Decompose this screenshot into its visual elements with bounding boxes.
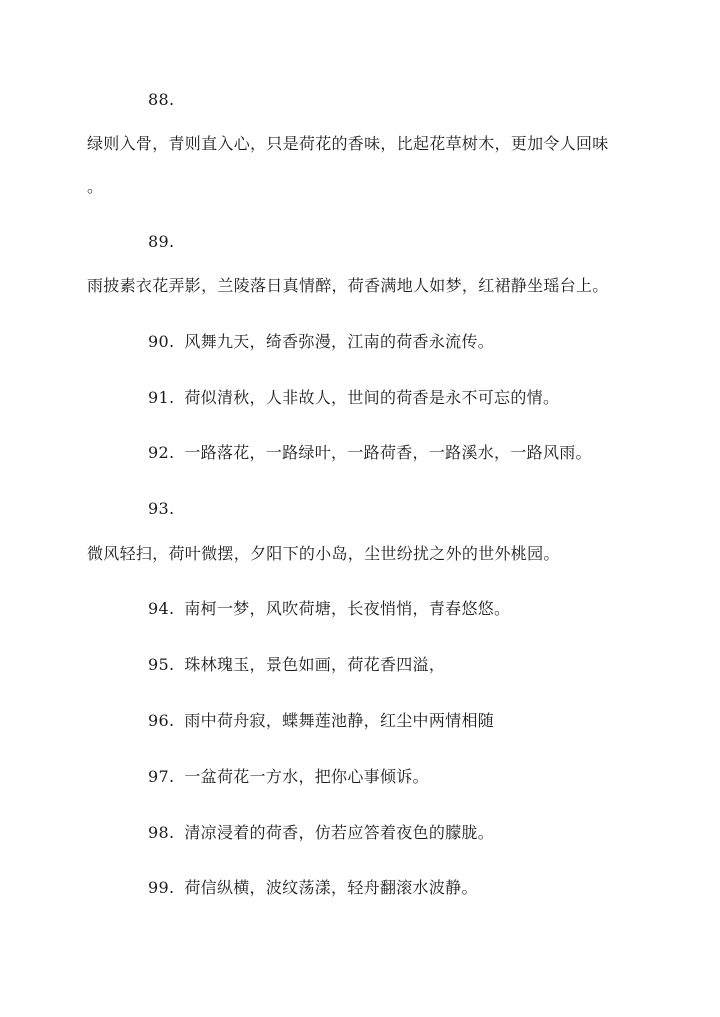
entry-97-number: 97. xyxy=(148,767,175,786)
entry-95-number: 95. xyxy=(148,655,175,674)
entry-91 xyxy=(148,388,559,408)
entry-89-text: 雨披素衣花弄影，兰陵落日真情醉，荷香满地人如梦，红裙静坐瑶台上。 xyxy=(87,276,609,295)
entry-90-number: 90. xyxy=(148,332,175,351)
entry-89-number: 89. xyxy=(148,232,175,251)
entry-98-number: 98. xyxy=(148,823,175,842)
entry-91-text: 荷似清秋，人非故人，世间的荷香是永不可忘的情。 xyxy=(184,388,560,407)
entry-94 xyxy=(148,599,510,619)
entry-97 xyxy=(148,767,429,787)
entry-91-number: 91. xyxy=(148,388,175,407)
entry-90-text: 风舞九天，绮香弥漫，江南的荷香永流传。 xyxy=(184,332,495,351)
entry-92 xyxy=(148,443,592,463)
entry-99 xyxy=(148,878,478,898)
entry-88-number: 88. xyxy=(148,90,175,109)
entry-92-number: 92. xyxy=(148,443,175,462)
entry-88-text: 绿则入骨，青则直入心，只是荷花的香味，比起花草树木，更加令人回味 xyxy=(87,134,609,153)
entry-98-text: 清凉浸着的荷香，仿若应答着夜色的朦胧。 xyxy=(184,823,495,842)
entry-94-text: 南柯一梦，风吹荷塘，长夜悄悄，青春悠悠。 xyxy=(184,599,511,618)
entry-96-text: 雨中荷舟寂，蝶舞莲池静，红尘中两情相随 xyxy=(184,711,495,730)
entry-98 xyxy=(148,823,494,843)
entry-99-number: 99. xyxy=(148,878,175,897)
entry-90 xyxy=(148,332,494,352)
entry-95-text: 珠林瑰玉，景色如画，荷花香四溢， xyxy=(184,655,446,674)
entry-93-text: 微风轻扫，荷叶微摆，夕阳下的小岛，尘世纷扰之外的世外桃园。 xyxy=(87,544,560,563)
entry-99-text: 荷信纵横，波纹荡漾，轻舟翻滚水波静。 xyxy=(184,878,478,897)
entry-92-text: 一路落花，一路绿叶，一路荷香，一路溪水，一路风雨。 xyxy=(184,443,592,462)
entry-93-number: 93. xyxy=(148,499,175,518)
entry-97-text: 一盆荷花一方水，把你心事倾诉。 xyxy=(184,767,429,786)
entry-96 xyxy=(148,711,494,731)
entry-94-number: 94. xyxy=(148,599,175,618)
entry-88-continuation: 。 xyxy=(87,177,104,196)
entry-95 xyxy=(148,655,445,675)
entry-96-number: 96. xyxy=(148,711,175,730)
